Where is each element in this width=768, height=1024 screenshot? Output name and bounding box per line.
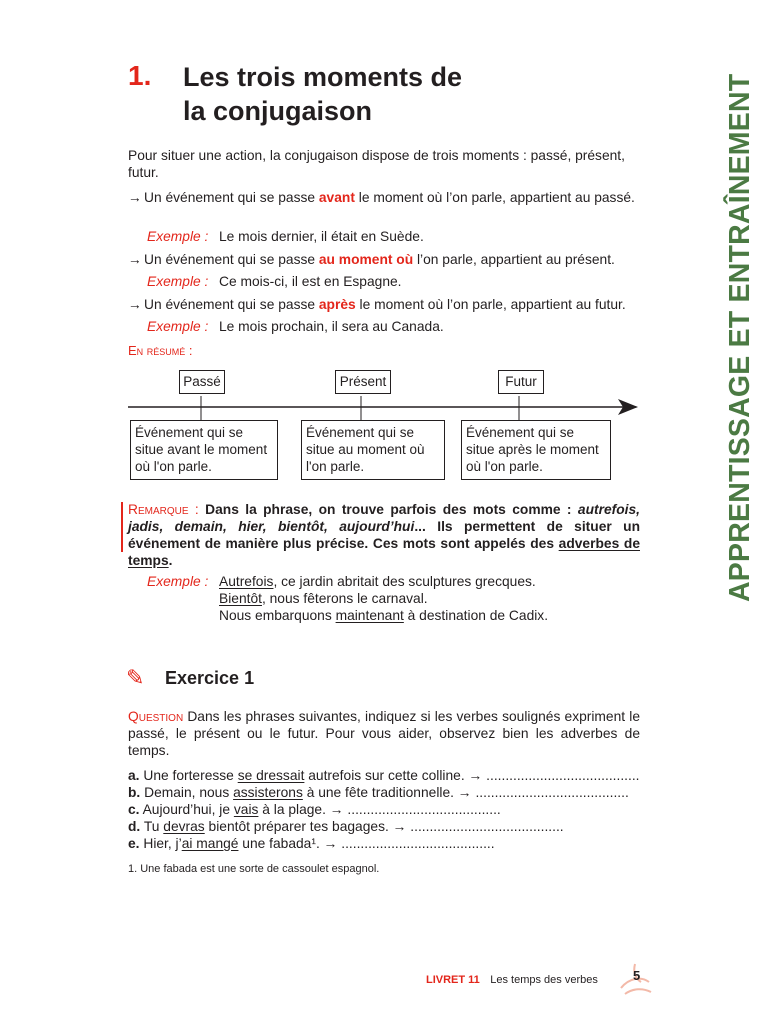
pencil-icon: ✎ — [126, 665, 145, 690]
question-label: Question — [128, 709, 184, 724]
answer-blank[interactable]: ........................................ — [341, 836, 495, 851]
summary-heading: En résumé : — [128, 343, 193, 358]
example-adverbs-line2: Bientôt, nous fêterons le carnaval. — [219, 591, 428, 606]
exercise-item-d: d. Tu devras bientôt préparer tes bagages. → ........................................ — [128, 819, 564, 834]
timeline-box-futur: Événement qui se situe après le moment où l'on parle. — [461, 420, 611, 480]
timeline-box-passe: Événement qui se situe avant le moment où l'on parle. — [130, 420, 278, 480]
timeline-box-present: Événement qui se situe au moment où l'on parle. — [301, 420, 445, 480]
arrow-icon: → — [128, 190, 142, 205]
page-title: Les trois moments de la conjugaison — [183, 62, 463, 126]
point-futur: → Un événement qui se passe après le moment où l’on parle, appartient au futur. — [128, 297, 626, 312]
footer-subject: Les temps des verbes — [490, 974, 598, 986]
remark-paragraph: Remarque : Dans la phrase, on trouve parfois des mots comme : autrefois, jadis, demain, hier, bientôt, aujourd’hui... Ils permettent de situer un événement de manière plus précise. Ces mots sont appelés des adverbes de temps. — [128, 502, 641, 568]
timeline-label-present: Présent — [335, 370, 391, 394]
exercise-item-e: e. Hier, j’ai mangé une fabada¹. → ........................................ — [128, 836, 495, 851]
timeline-label-passe: Passé — [179, 370, 225, 394]
example-futur: Exemple : Le mois prochain, il sera au Canada. — [147, 319, 444, 334]
footer — [426, 970, 598, 988]
arrow-icon: → — [128, 252, 142, 267]
example-adverbs: Exemple : Autrefois, ce jardin abritait des sculptures grecques. — [147, 574, 536, 589]
answer-blank[interactable]: ........................................ — [475, 785, 629, 800]
example-adverbs-line3: Nous embarquons maintenant à destination de Cadix. — [219, 608, 549, 623]
example-passe: Exemple : Le mois dernier, il était en Suède. — [147, 229, 424, 244]
footnote: 1. Une fabada est une sorte de cassoulet espagnol. — [128, 863, 380, 875]
intro-paragraph: Pour situer une action, la conjugaison dispose de trois moments : passé, présent, futur. — [128, 148, 625, 180]
exercise-item-a: a. Une forteresse se dressait autrefois sur cette colline. → ........................................ — [128, 768, 640, 783]
answer-blank[interactable]: ........................................ — [347, 802, 501, 817]
side-section-title: APPRENTISSAGE ET ENTRAÎNEMENT — [724, 73, 756, 602]
section-number: 1. — [128, 60, 152, 91]
timeline-label-futur: Futur — [498, 370, 544, 394]
point-present: → Un événement qui se passe au moment où l’on parle, appartient au présent. — [128, 252, 615, 267]
exercise-question: Question Dans les phrases suivantes, indiquez si les verbes soulignés expriment le passé, le présent ou le futur. Pour vous aider, observez bien les adverbes de temps. — [128, 709, 640, 758]
arrow-icon: → — [128, 297, 142, 312]
point-passe: → Un événement qui se passe avant le moment où l’on parle, appartient au passé. — [128, 190, 635, 205]
footer-livret: LIVRET 11 — [426, 974, 480, 986]
page-number: 5 — [633, 968, 641, 983]
answer-blank[interactable]: ........................................ — [486, 768, 640, 783]
exercise-item-b: b. Demain, nous assisterons à une fête traditionnelle. → ........................................ — [128, 785, 629, 800]
timeline-diagram — [128, 366, 648, 486]
exercise-title: Exercice 1 — [165, 668, 255, 688]
remark-bar — [121, 502, 123, 552]
answer-blank[interactable]: ........................................ — [410, 819, 564, 834]
page-number-badge — [615, 958, 655, 998]
example-present: Exemple : Ce mois-ci, il est en Espagne. — [147, 274, 402, 289]
exercise-item-c: c. Aujourd’hui, je vais à la plage. → ........................................ — [128, 802, 501, 817]
remark-label: Remarque : — [128, 502, 199, 517]
